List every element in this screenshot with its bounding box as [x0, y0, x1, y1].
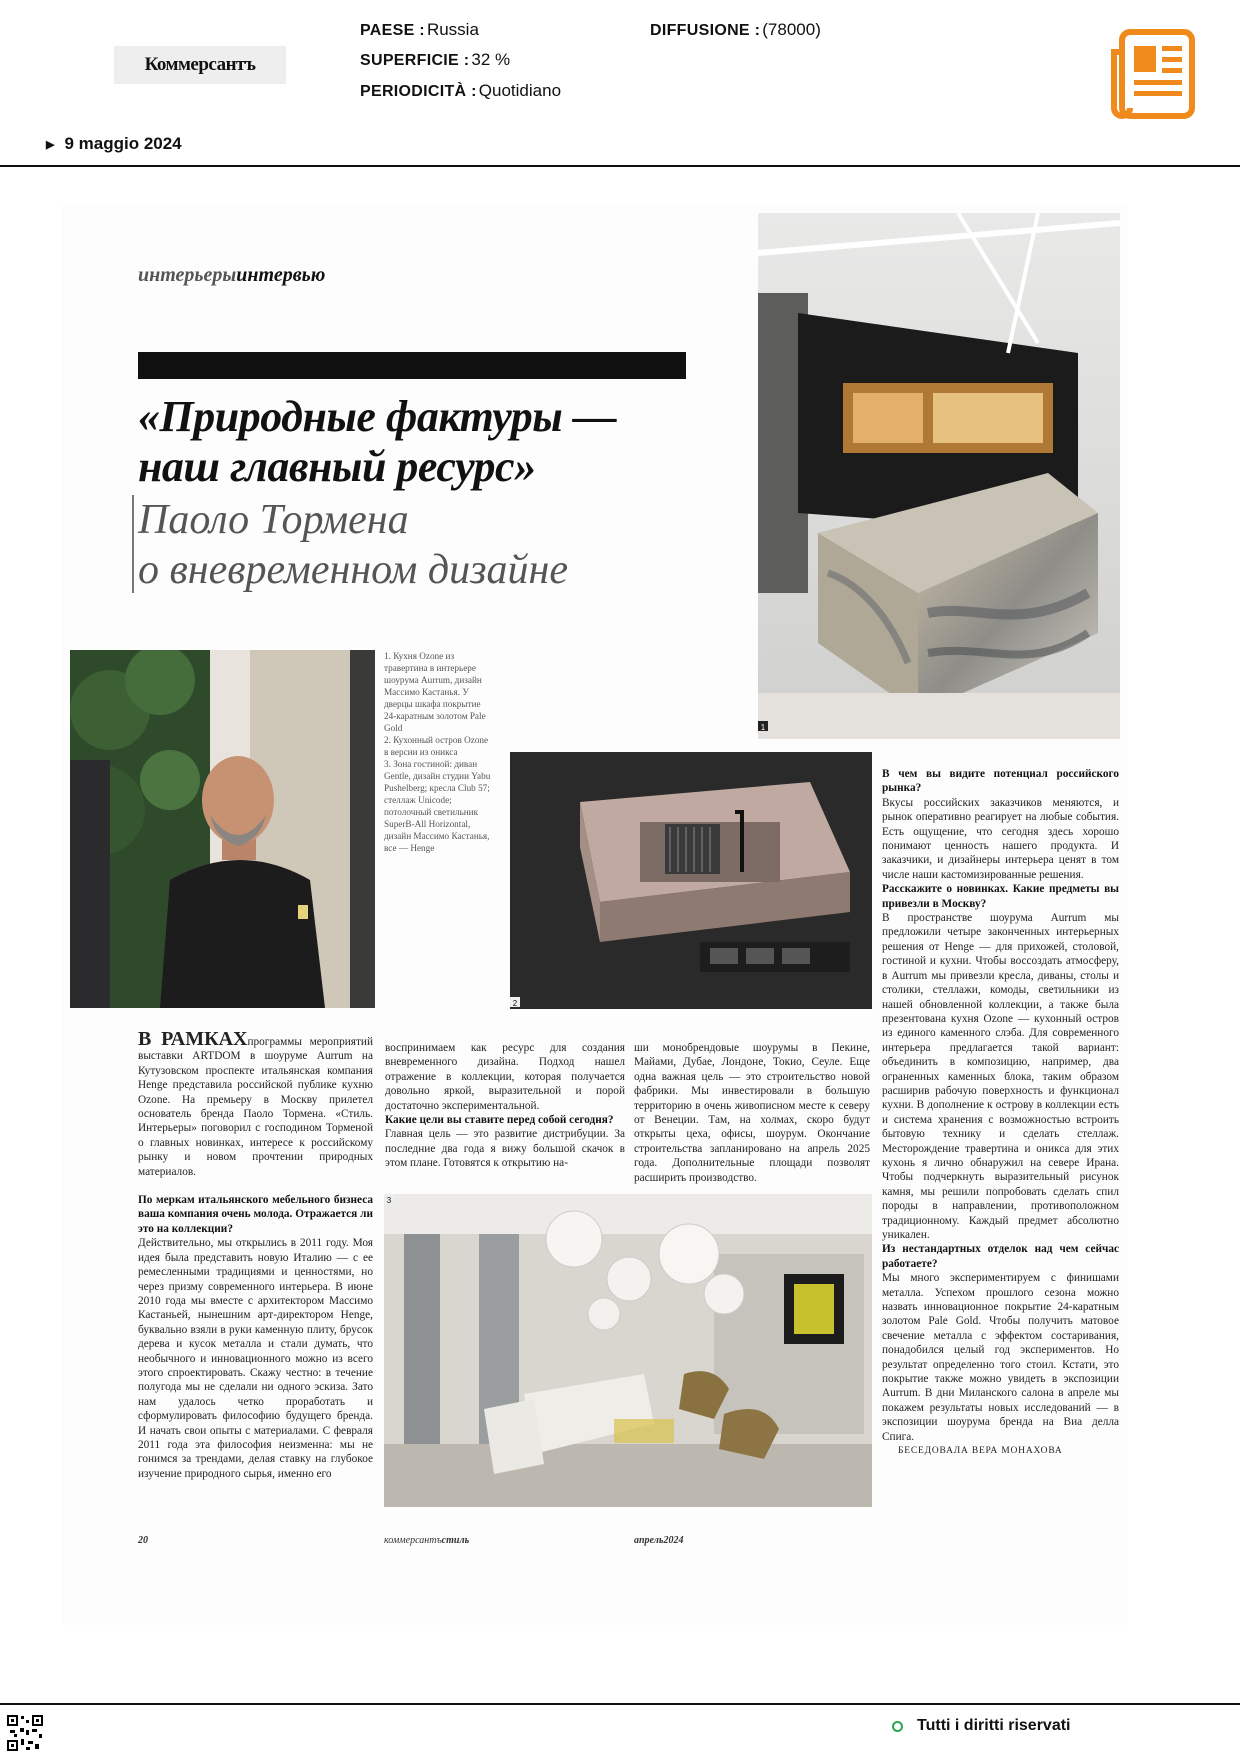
headline-line-1: «Природные фактуры — [138, 392, 617, 441]
meta-diffusione [650, 20, 821, 40]
section-interiors: интерьеры [138, 264, 237, 286]
photo-number-3: 3 [386, 1196, 392, 1205]
subhead-line-1: Паоло Тормена [138, 497, 409, 543]
status-circle-icon [892, 1721, 903, 1732]
photo-paolo-tormena [70, 650, 375, 1008]
section-interview: интервью [236, 264, 326, 286]
superficie-value: 32 % [471, 50, 511, 69]
column-3-text: ши монобрендовые шоурумы в Пекине, Майами, Дубае, Лондоне, Токио, Сеуле. Еще одна важная цель — это строительство новой фабрики. Мы инвестировали в большую территорию в очень живописном месте к северу от Венеции. Там, на холмах, скоро будут открыты цеха, офисы, шоурум. Окончание строительства запланировано на апрель 2025 года. Дополнительные площади позволят расширить производство. [634, 1042, 870, 1184]
publication-date: 9 maggio 2024 [64, 134, 182, 153]
rights-notice [892, 1717, 1071, 1735]
issue-month: апрель2024 [634, 1535, 684, 1546]
question-3: В чем вы видите потенциал российского рынка? [882, 768, 1119, 795]
answer-2: Главная цель — это развитие дистрибуции. За последние два года я вижу большой скачок в этом плане. Готовятся к открытию на- [385, 1128, 625, 1170]
page-number: 20 [138, 1535, 148, 1546]
magazine-name-b: стиль [441, 1535, 470, 1546]
column-1-intro: программы мероприятий выставки ARTDOM в шоуруме Aurrum на Кутузовском проспекте итальянская компания Henge представила российской публике кухню Ozone. На премьеру в Москву прилетел основатель бренда Паоло Тормена. «Стиль. Интерьеры» поговорил с господином Торменой о главных новинках, интересе к российскому рынку и новом прочтении природных материалов. [138, 1036, 373, 1178]
meta-paese [360, 20, 479, 40]
photo-living-room [384, 1194, 872, 1507]
caption-1: 1. Кухня Ozone из травертина в интерьере шоурума Aurrum, дизайн Массимо Кастанья. У дверцы шкафа покрытие 24-каратным золотом Pale Gold [384, 651, 486, 733]
rights-text: Tutti i diritti riservati [917, 1717, 1071, 1734]
photo-number-1: 1 [760, 723, 766, 732]
magazine-name [384, 1535, 469, 1546]
periodicita-value: Quotidiano [478, 81, 562, 100]
article-column-1 [138, 1028, 373, 1481]
answer-3: Вкусы российских заказчиков меняются, и рынок оперативно реагирует на любые события. Есть ощущение, что сегодня здесь хорошо понимают ценность нашего продукта. И заказчики, и дизайнеры интерьера ценят в том числе наши кастомизированные решения. [882, 796, 1119, 881]
question-1: По меркам итальянского мебельного бизнеса ваша компания очень молода. Отражается ли это на коллекции? [138, 1194, 373, 1235]
superficie-label: SUPERFICIE : [360, 52, 470, 69]
photo-captions [384, 650, 494, 854]
question-5: Из нестандартных отделок над чем сейчас работаете? [882, 1243, 1119, 1270]
question-4: Расскажите о новинках. Какие предметы вы привезли в Москву? [882, 883, 1119, 910]
photo-onyx-island [510, 752, 872, 1009]
date-row [46, 134, 182, 154]
lead-word: В РАМКАХ [138, 1028, 248, 1050]
section-label [138, 264, 325, 287]
caption-3: 3. Зона гостиной: диван Gentle, дизайн студии Yabu Pushelberg; кресла Club 57; стеллаж Unicode; потолочный светильник SuperB-All Horizontal, дизайн Массимо Кастанья, все — Henge [384, 759, 491, 853]
caption-2: 2. Кухонный остров Ozone в версии из оникса [384, 735, 489, 757]
footer-divider [0, 1703, 1240, 1705]
title-bar [138, 352, 686, 379]
meta-superficie [360, 50, 510, 70]
byline: БЕСЕДОВАЛА ВЕРА МОНАХОВА [898, 1446, 1063, 1457]
paese-value: Russia [426, 20, 479, 39]
article-column-2 [385, 1041, 625, 1171]
diffusione-label: DIFFUSIONE : [650, 22, 761, 39]
diffusione-value: (78000) [762, 20, 821, 39]
question-2: Какие цели вы ставите перед собой сегодня? [385, 1114, 614, 1127]
triangle-right-icon: ▶ [46, 138, 55, 151]
meta-periodicita [360, 81, 561, 101]
subhead-rule [132, 495, 134, 593]
paese-label: PAESE : [360, 22, 425, 39]
article-column-3 [634, 1041, 870, 1185]
subhead-line-2: о вневременном дизайне [138, 547, 568, 593]
answer-5: Мы много экспериментируем с финишами металла. Успехом прошлого сезона можно назвать инновационное покрытие 24-каратным золотом Pale Gold. Чтобы получить матовое свечение металла с эффектом состаривания, понадобился целый год экспериментов. Но результат определенно того стоил. Кстати, это покрытие также можно увидеть в экспозиции Aurrum. В дни Миланского салона в апреле мы покажем результаты новых исследований — в экспозиции шоурума бренда на Виа делла Спига. [882, 1272, 1119, 1443]
answer-1: Действительно, мы открылись в 2011 году. Моя идея была представить новую Италию — с ее ремесленными традициями и ценностями, но через призму современного интерьера. В июне 2010 года мы вместе с архитектором Массимо Кастаньей, нынешним арт-директором Henge, буквально взяли в руки каменную плиту, брусок дерева и кусок металла и стали думать, что необычного и инновационного можно из всего этого спроектировать. Скажу честно: в течение полугода мы не сделали ни одного эскиза. Зато нам удалось четко проработать и сформулировать философию будущего бренда. И начать свои опыты с материалами. С февраля 2011 года эта философия неизменна: мы не гонимся за трендами, делая ставку на глубокое изучение природного сырья, именно его [138, 1237, 373, 1480]
photo-kitchen-ozone [758, 213, 1120, 739]
photo-number-2: 2 [512, 999, 518, 1008]
publication-logo: Коммерсантъ [114, 46, 286, 84]
periodicita-label: PERIODICITÀ : [360, 83, 477, 100]
magazine-name-a: коммерсантъ [384, 1535, 442, 1546]
newspaper-icon [1110, 28, 1196, 120]
column-2-text: воспринимаем как ресурс для создания вневременного дизайна. Подход нашел отражение в коллекции, которая получается довольно яркой, выразительной и порой достаточно экспериментальной. [385, 1042, 625, 1112]
header-divider [0, 165, 1240, 167]
article-column-4 [882, 767, 1119, 1459]
answer-4: В пространстве шоурума Aurrum мы предложили четыре законченных интерьерных решения от Henge — для прихожей, столовой, гостиной и кухни. Чтобы воссоздать атмосферу, в Aurrum мы привезли кресла, диваны, столы и столики, стеллажи, комоды, светильники из нашей обновленной коллекции, а также была презентована кухня Ozone — кухонный остров из единого каменного слэба. Для современного интерьера предлагается такой вариант: объединить в композицию, например, два ограненных каменных блока, таким образом расширив рабочую поверхность и функционал кухни. В дополнение к острову в коллекции есть и система хранения с возможностью встроить бытовую технику и сделать стеллаж. Месторождение травертина и оникса для этих кухонь я лично обнаружил на севере Ирана. Чтобы подчеркнуть выразительный рисунок камня, мы решили попробовать сделать спил породы в направлении, противоположном традиционному. Каждый предмет абсолютно уникален. [882, 912, 1119, 1241]
headline-line-2: наш главный ресурс» [138, 442, 536, 491]
qr-code-icon [6, 1714, 44, 1752]
